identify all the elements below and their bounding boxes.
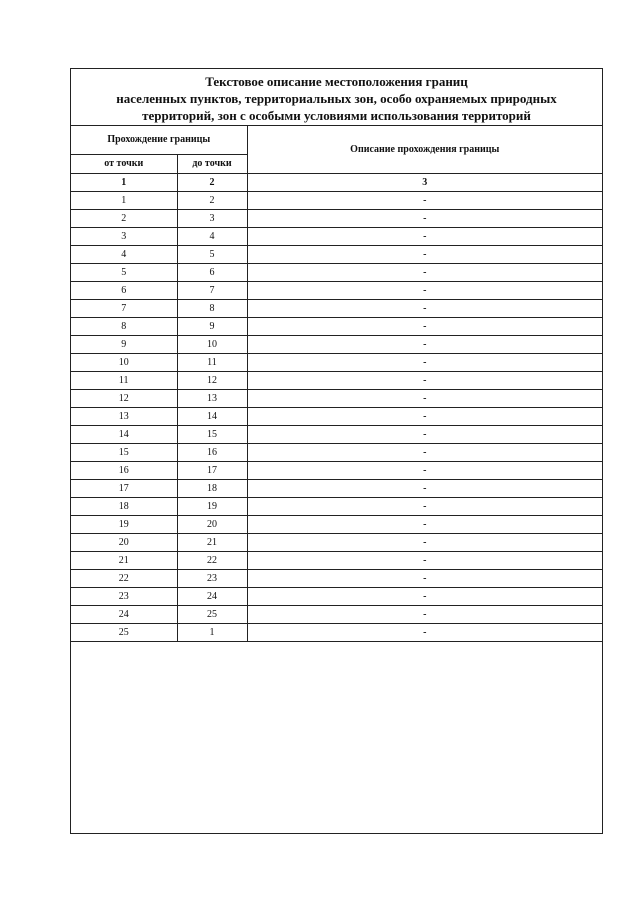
description-cell: - <box>247 264 602 282</box>
from-point-cell: 15 <box>71 444 177 462</box>
from-point-cell: 13 <box>71 408 177 426</box>
from-point-cell: 18 <box>71 498 177 516</box>
description-cell: - <box>247 354 602 372</box>
table-row <box>71 552 602 570</box>
description-cell: - <box>247 408 602 426</box>
to-point-cell: 19 <box>177 498 247 516</box>
document-frame <box>70 68 603 834</box>
description-cell: - <box>247 534 602 552</box>
table-row <box>71 408 602 426</box>
table-row <box>71 246 602 264</box>
numbering-cell-3: 3 <box>247 174 602 192</box>
table-row <box>71 336 602 354</box>
table-row <box>71 282 602 300</box>
table-row <box>71 606 602 624</box>
boundary-table <box>71 126 602 642</box>
table-row <box>71 354 602 372</box>
from-point-cell: 5 <box>71 264 177 282</box>
description-cell: - <box>247 624 602 642</box>
description-cell: - <box>247 228 602 246</box>
to-point-cell: 11 <box>177 354 247 372</box>
numbering-cell-1: 1 <box>71 174 177 192</box>
from-point-cell: 20 <box>71 534 177 552</box>
table-row <box>71 498 602 516</box>
to-point-cell: 4 <box>177 228 247 246</box>
numbering-cell-2: 2 <box>177 174 247 192</box>
description-cell: - <box>247 336 602 354</box>
description-cell: - <box>247 192 602 210</box>
title-line-2: населенных пунктов, территориальных зон, особо охраняемых природных <box>116 90 557 106</box>
to-point-cell: 15 <box>177 426 247 444</box>
column-header-to: до точки <box>177 155 247 174</box>
to-point-cell: 10 <box>177 336 247 354</box>
numbering-row <box>71 174 602 192</box>
description-cell: - <box>247 480 602 498</box>
from-point-cell: 25 <box>71 624 177 642</box>
description-cell: - <box>247 570 602 588</box>
to-point-cell: 14 <box>177 408 247 426</box>
title-line-3: территорий, зон с особыми условиями использования территорий <box>142 107 531 123</box>
from-point-cell: 4 <box>71 246 177 264</box>
from-point-cell: 23 <box>71 588 177 606</box>
from-point-cell: 10 <box>71 354 177 372</box>
table-row <box>71 480 602 498</box>
group-header-boundary: Прохождение границы <box>71 126 247 155</box>
table-row <box>71 570 602 588</box>
from-point-cell: 1 <box>71 192 177 210</box>
to-point-cell: 24 <box>177 588 247 606</box>
to-point-cell: 1 <box>177 624 247 642</box>
description-cell: - <box>247 426 602 444</box>
to-point-cell: 6 <box>177 264 247 282</box>
to-point-cell: 21 <box>177 534 247 552</box>
table-row <box>71 624 602 642</box>
to-point-cell: 16 <box>177 444 247 462</box>
to-point-cell: 8 <box>177 300 247 318</box>
description-cell: - <box>247 588 602 606</box>
table-row <box>71 210 602 228</box>
table-row <box>71 462 602 480</box>
from-point-cell: 12 <box>71 390 177 408</box>
to-point-cell: 5 <box>177 246 247 264</box>
to-point-cell: 20 <box>177 516 247 534</box>
to-point-cell: 18 <box>177 480 247 498</box>
description-cell: - <box>247 300 602 318</box>
from-point-cell: 24 <box>71 606 177 624</box>
table-row <box>71 534 602 552</box>
to-point-cell: 7 <box>177 282 247 300</box>
to-point-cell: 22 <box>177 552 247 570</box>
table-row <box>71 516 602 534</box>
from-point-cell: 16 <box>71 462 177 480</box>
description-cell: - <box>247 282 602 300</box>
table-row <box>71 192 602 210</box>
description-cell: - <box>247 498 602 516</box>
to-point-cell: 9 <box>177 318 247 336</box>
to-point-cell: 23 <box>177 570 247 588</box>
from-point-cell: 21 <box>71 552 177 570</box>
table-row <box>71 300 602 318</box>
table-row <box>71 426 602 444</box>
description-cell: - <box>247 552 602 570</box>
description-cell: - <box>247 516 602 534</box>
table-row <box>71 390 602 408</box>
column-header-from: от точки <box>71 155 177 174</box>
column-header-description: Описание прохождения границы <box>247 126 602 174</box>
from-point-cell: 9 <box>71 336 177 354</box>
to-point-cell: 13 <box>177 390 247 408</box>
table-row <box>71 228 602 246</box>
to-point-cell: 3 <box>177 210 247 228</box>
from-point-cell: 6 <box>71 282 177 300</box>
table-row <box>71 318 602 336</box>
document-title <box>71 69 602 126</box>
description-cell: - <box>247 462 602 480</box>
to-point-cell: 2 <box>177 192 247 210</box>
description-cell: - <box>247 246 602 264</box>
from-point-cell: 19 <box>71 516 177 534</box>
from-point-cell: 2 <box>71 210 177 228</box>
to-point-cell: 12 <box>177 372 247 390</box>
from-point-cell: 11 <box>71 372 177 390</box>
description-cell: - <box>247 210 602 228</box>
description-cell: - <box>247 372 602 390</box>
table-row <box>71 264 602 282</box>
from-point-cell: 22 <box>71 570 177 588</box>
description-cell: - <box>247 606 602 624</box>
from-point-cell: 7 <box>71 300 177 318</box>
table-row <box>71 444 602 462</box>
table-row <box>71 588 602 606</box>
description-cell: - <box>247 318 602 336</box>
from-point-cell: 8 <box>71 318 177 336</box>
description-cell: - <box>247 444 602 462</box>
title-line-1: Текстовое описание местоположения границ <box>205 73 468 89</box>
description-cell: - <box>247 390 602 408</box>
from-point-cell: 14 <box>71 426 177 444</box>
from-point-cell: 17 <box>71 480 177 498</box>
to-point-cell: 17 <box>177 462 247 480</box>
to-point-cell: 25 <box>177 606 247 624</box>
from-point-cell: 3 <box>71 228 177 246</box>
table-row <box>71 372 602 390</box>
